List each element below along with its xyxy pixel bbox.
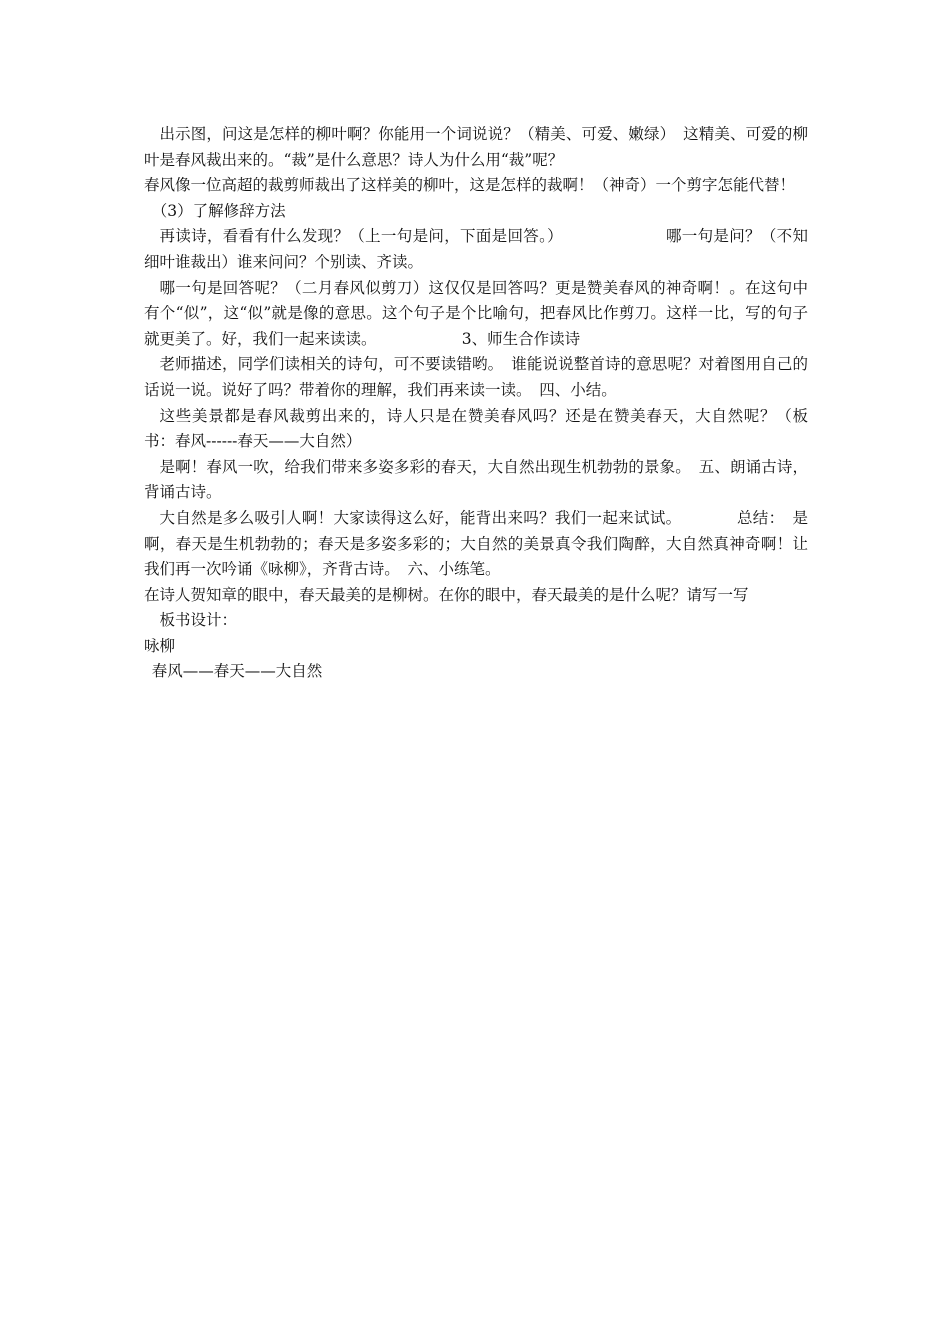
board-design-line: 春风——春天——大自然 (151, 662, 323, 681)
paragraph-scenery-summary: 这些美景都是春风裁剪出来的，诗人只是在赞美春风吗？还是在赞美春天，大自然呢？（板书：春风------春天——大自然） (144, 406, 808, 451)
paragraph-practice-writing: 在诗人贺知章的眼中，春天最美的是柳树。在你的眼中，春天最美的是什么呢？请写一写 (144, 585, 749, 604)
paragraph-spring-blows: 是啊！春风一吹，给我们带来多姿多彩的春天，大自然出现生机勃勃的景象。 五、朗诵古诗，背诵古诗。 (144, 457, 808, 502)
board-design-heading: 板书设计： (159, 611, 238, 630)
paragraph-spring-wind-tailor: 春风像一位高超的裁剪师裁出了这样美的柳叶，这是怎样的裁啊！（神奇）一个剪字怎能代替！ (144, 176, 796, 195)
paragraph-teacher-describes: 老师描述，同学们读相关的诗句，可不要读错哟。 谁能说说整首诗的意思呢？对着图用自己的话说一说。说好了吗？带着你的理解，我们再来读一读。 四、小结。 (144, 355, 808, 399)
paragraph-show-picture: 出示图，问这是怎样的柳叶啊？你能用一个词说说？（精美、可爱、嫩绿） 这精美、可爱的柳叶是春风裁出来的。“裁”是什么意思？诗人为什么用“裁”呢？ (144, 125, 808, 169)
paragraph-nature-attractive: 大自然是多么吸引人啊！大家读得这么好，能背出来吗？我们一起来试试。 总结： 是啊，春天是生机勃勃的；春天是多姿多彩的；大自然的美景真令我们陶醉，大自然真神奇啊！让我们再一次吟诵《咏柳》，齐背古诗。 六、小练笔。 (144, 508, 808, 579)
board-design-title: 咏柳 (144, 636, 176, 655)
document-body (144, 122, 808, 685)
paragraph-reread-poem: 再读诗，看看有什么发现？（上一句是问，下面是回答。） 哪一句是问？（不知细叶谁裁出）谁来问问？个别读、齐读。 (144, 227, 808, 271)
paragraph-rhetoric-heading: （3）了解修辞方法 (151, 201, 286, 220)
paragraph-answer-question: 哪一句是回答呢？（二月春风似剪刀）这仅仅是回答吗？更是赞美春风的神奇啊！。在这句中有个“似”，这“似”就是像的意思。这个句子是个比喻句，把春风比作剪刀。这样一比，写的句子就更美了。好，我们一起来读读。 3、师生合作读诗 (144, 278, 808, 348)
